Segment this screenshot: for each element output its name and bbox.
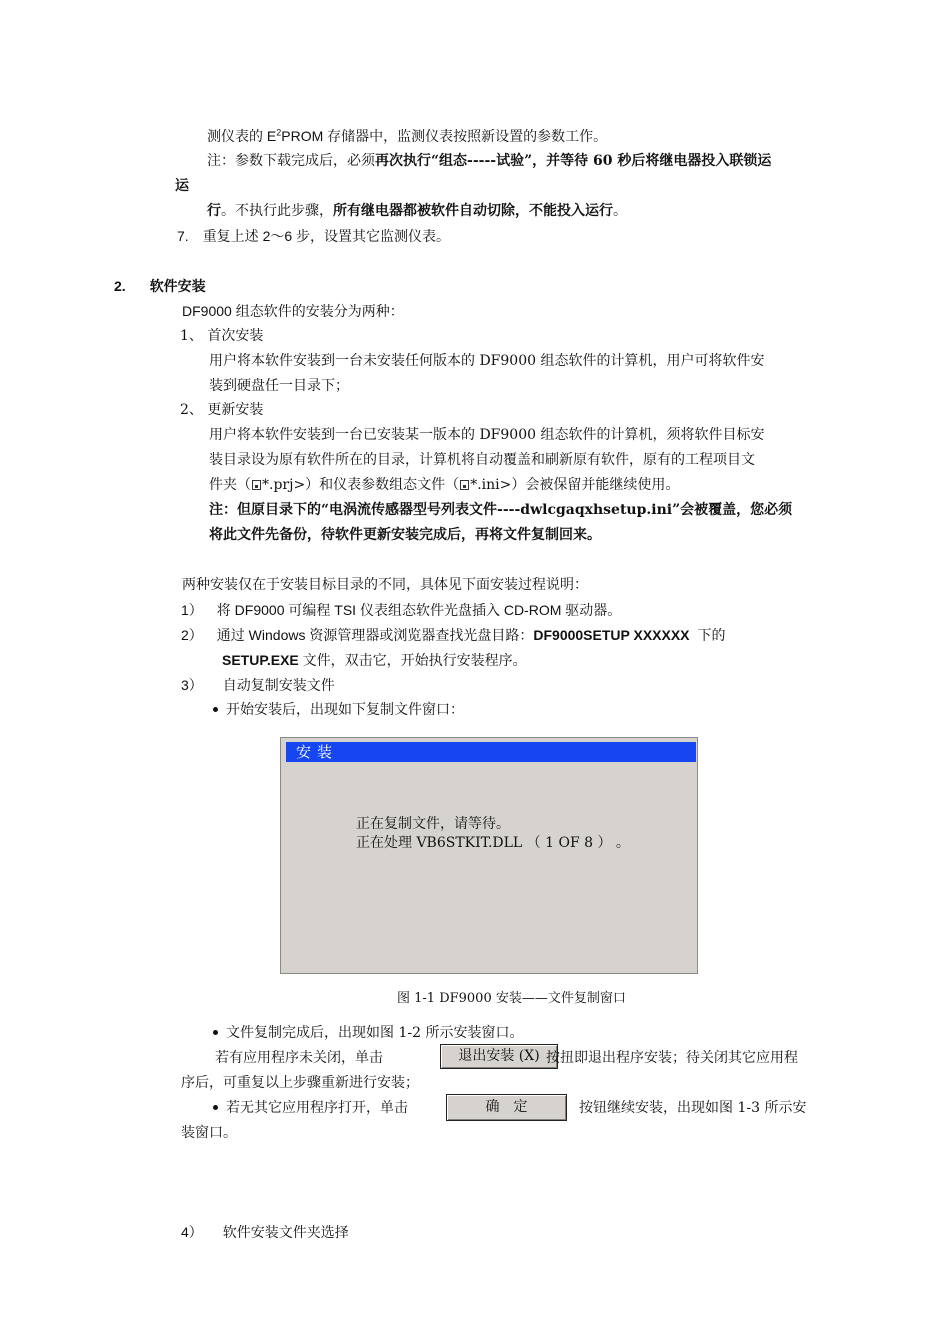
bullet-icon	[213, 1030, 218, 1035]
step-2	[181, 626, 726, 644]
item-2-note-line-2: 将此文件先备份，待软件更新安装完成后，再将文件复制回来。	[209, 527, 601, 543]
note-download	[207, 152, 837, 170]
bullet-icon	[213, 707, 218, 712]
item-1-line-2: 装到硬盘任一目录下；	[209, 378, 349, 394]
item-1-label: 1、 首次安装	[180, 328, 264, 344]
step-1	[181, 601, 621, 619]
item-1-line-1: 用户将本软件安装到一台未安装任何版本的 DF9000 组态软件的计算机，用户可将软件安	[209, 353, 765, 369]
step-text: 自动复制安装文件	[222, 677, 335, 693]
item-2-line-1: 用户将本软件安装到一台已安装某一版本的 DF9000 组态软件的计算机，须将软件目标安	[209, 427, 765, 443]
exit-instruction-pre: 若有应用程序未关闭，单击	[215, 1050, 383, 1066]
step-text: 软件安装文件夹选择	[222, 1224, 349, 1240]
install-difference-text: 两种安装仅在于安装目标目录的不同，具体见下面安装过程说明：	[182, 577, 588, 593]
confirm-ok-button[interactable]: 确 定	[446, 1094, 567, 1121]
section-title: 软件安装	[149, 278, 206, 294]
step-number: 4）	[181, 1224, 203, 1240]
save-disk-icon	[252, 480, 261, 490]
bullet-text: 文件复制完成后，出现如图 1-2 所示安装窗口。	[226, 1025, 524, 1041]
superscript: 2	[276, 127, 282, 138]
note-cont-end: 。	[613, 203, 627, 219]
note-download-overflow: 运	[175, 178, 189, 194]
note-prefix: 注：参数下载完成后，必须	[207, 153, 375, 169]
text-fragment: PROM 存储器中，监测仪表按照新设置的参数工作。	[281, 128, 608, 144]
step-number: 1）	[181, 602, 203, 618]
install-copy-window	[280, 737, 698, 974]
ok-instruction-line-2: 装窗口。	[181, 1125, 237, 1141]
window-title-bar: 安装	[286, 742, 696, 762]
item-2-label: 2、 更新安装	[180, 402, 264, 418]
item-2-line-3	[209, 476, 679, 494]
step-number: 2）	[181, 627, 203, 643]
step-7	[177, 227, 450, 245]
setup-path: DF9000SETUP XXXXXX	[533, 627, 690, 643]
item-2-line-2: 装目录设为原有软件所在的目录，计算机将自动覆盖和刷新原有软件，原有的工程项目文	[209, 452, 755, 468]
figure-caption: 图 1-1 DF9000 安装——文件复制窗口	[397, 991, 626, 1006]
exit-instruction-line-2: 序后，可重复以上步骤重新进行安装；	[181, 1075, 419, 1091]
section-number: 2.	[114, 278, 126, 294]
intro-text: DF9000 组态软件的安装分为两种：	[182, 303, 404, 319]
copy-status-line: 正在复制文件，请等待。	[356, 816, 510, 832]
text-fragment: 测仪表的 E	[207, 128, 277, 144]
processing-file-line: 正在处理 VB6STKIT.DLL （ 1 OF 8 ） 。	[356, 835, 630, 851]
step-text: 文件，双击它，开始执行安装程序。	[298, 652, 527, 668]
ok-instruction-post: 按钮继续安装，出现如图 1-3 所示安	[579, 1100, 807, 1116]
text-fragment: *.ini>）会被保留并能继续使用。	[470, 477, 680, 493]
bullet-icon	[213, 1105, 218, 1110]
step-text: 下的	[697, 627, 726, 643]
bullet-copy-complete	[213, 1024, 523, 1042]
bullet-text: 若无其它应用程序打开，单击	[226, 1100, 408, 1116]
text-fragment: *.prj>）和仪表参数组态文件（	[262, 477, 460, 493]
step-text: 重复上述 2～6 步，设置其它监测仪表。	[202, 228, 451, 244]
paragraph-eprom	[207, 127, 607, 145]
exit-install-button[interactable]: 退出安装 (X)	[440, 1044, 558, 1069]
bullet-start-install	[213, 701, 464, 719]
step-2-cont	[222, 651, 527, 669]
step-3	[181, 676, 335, 694]
text-fragment: 件夹（	[209, 477, 251, 493]
exit-instruction-post: 按扭即退出程序安装；待关闭其它应用程	[546, 1050, 798, 1066]
item-2-note-line-1: 注：但原目录下的“电涡流传感器型号列表文件----dwlcgaqxhsetup.ini”会被覆盖，您必须	[209, 502, 793, 518]
step-text: 通过 Windows 资源管理器或浏览器查找光盘目路：	[216, 627, 534, 643]
note-download-cont	[207, 202, 627, 220]
note-cont-bold: 所有继电器都被软件自动切除，不能投入运行	[333, 203, 613, 219]
note-cont-mid: 。不执行此步骤，	[221, 203, 333, 219]
ok-instruction-pre	[213, 1099, 408, 1117]
step-text: 将 DF9000 可编程 TSI 仪表组态软件光盘插入 CD-ROM 驱动器。	[216, 602, 622, 618]
setup-exe-name: SETUP.EXE	[222, 652, 299, 668]
step-number: 3）	[181, 677, 203, 693]
note-cont-plain: 行	[207, 203, 221, 219]
step-4	[181, 1223, 349, 1241]
step-number: 7.	[177, 228, 189, 244]
section-heading	[114, 277, 206, 295]
bullet-text: 开始安装后，出现如下复制文件窗口：	[226, 702, 464, 718]
note-bold-text: 再次执行“组态-----试验”，并等待 60 秒后将继电器投入联锁运	[375, 153, 772, 169]
save-disk-icon	[460, 480, 469, 490]
